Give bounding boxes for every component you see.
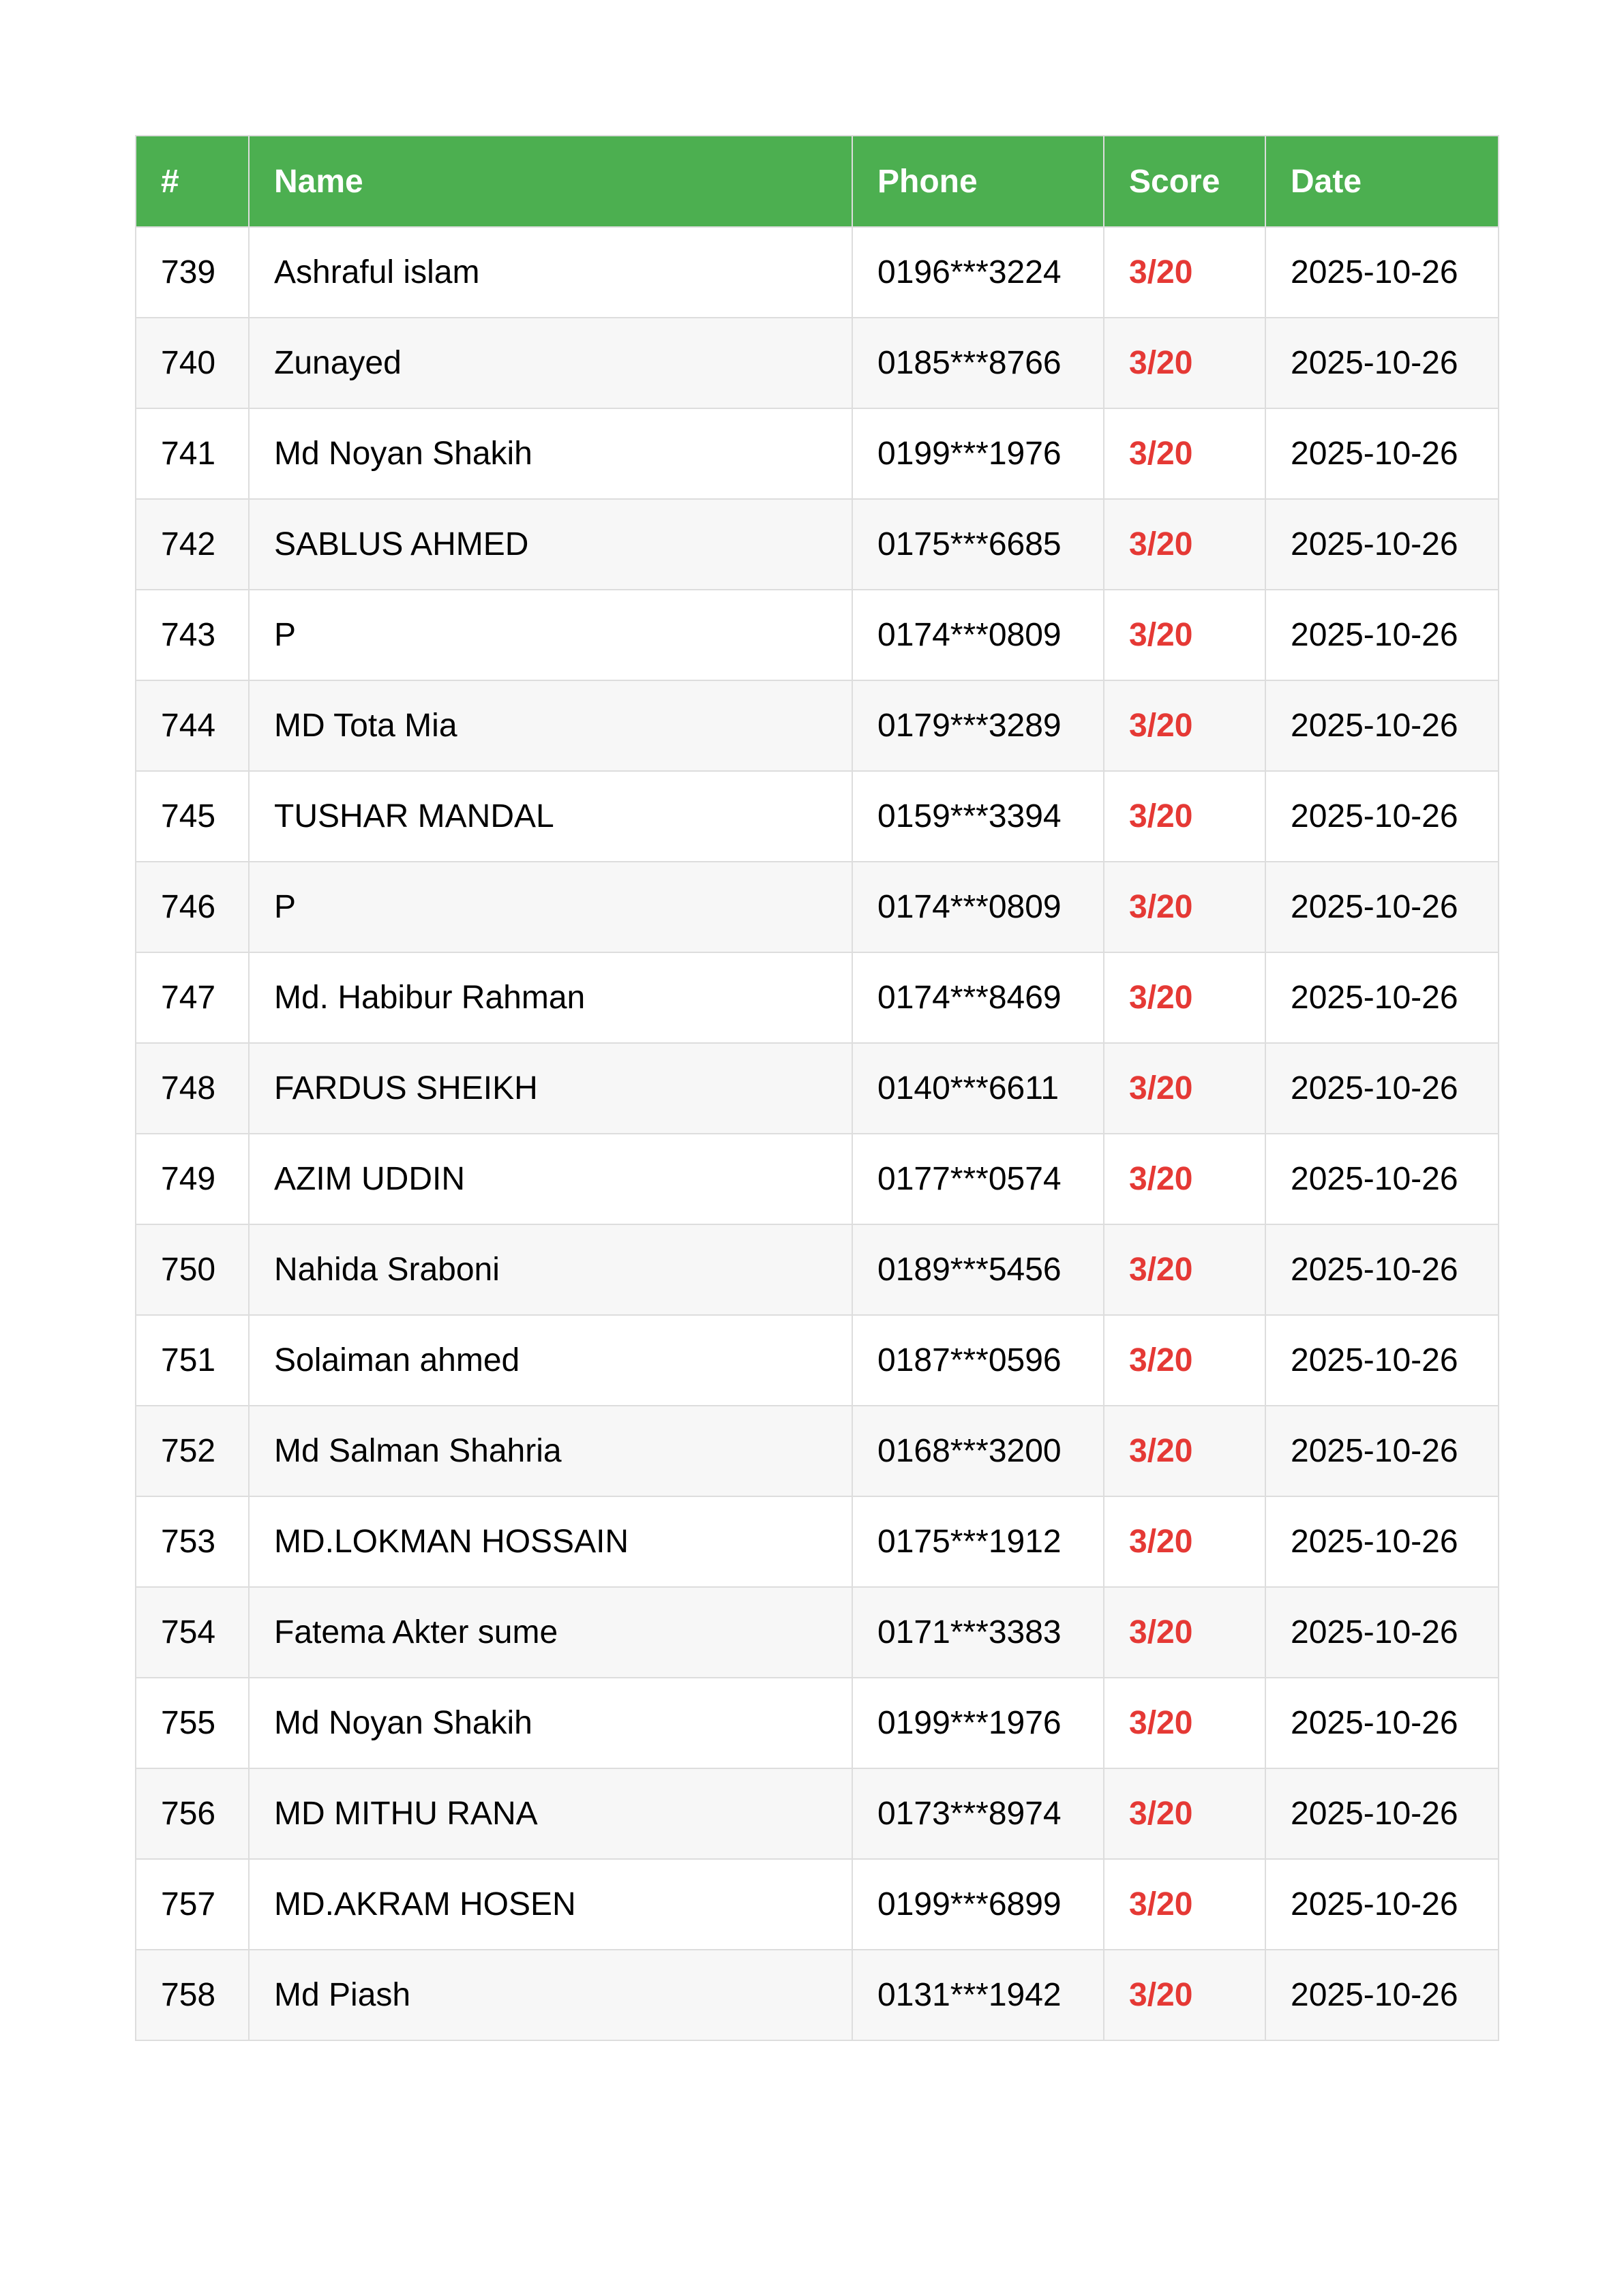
- table-row: [136, 1224, 1499, 1315]
- cell-num: 757: [136, 1859, 249, 1950]
- cell-num: 740: [136, 318, 249, 408]
- cell-name: AZIM UDDIN: [249, 1134, 852, 1224]
- cell-phone: 0140***6611: [852, 1043, 1104, 1134]
- table-row: [136, 499, 1499, 590]
- cell-date: 2025-10-26: [1265, 680, 1499, 771]
- header-score: Score: [1104, 136, 1265, 227]
- cell-name: Ashraful islam: [249, 227, 852, 318]
- cell-name: Zunayed: [249, 318, 852, 408]
- header-num: #: [136, 136, 249, 227]
- cell-date: 2025-10-26: [1265, 1768, 1499, 1859]
- cell-date: 2025-10-26: [1265, 952, 1499, 1043]
- cell-date: 2025-10-26: [1265, 1950, 1499, 2040]
- cell-phone: 0179***3289: [852, 680, 1104, 771]
- cell-score: 3/20: [1104, 408, 1265, 499]
- table-row: [136, 1678, 1499, 1768]
- cell-score: 3/20: [1104, 1224, 1265, 1315]
- cell-score: 3/20: [1104, 1768, 1265, 1859]
- table-row: [136, 680, 1499, 771]
- cell-score: 3/20: [1104, 1587, 1265, 1678]
- cell-score: 3/20: [1104, 227, 1265, 318]
- cell-phone: 0189***5456: [852, 1224, 1104, 1315]
- cell-date: 2025-10-26: [1265, 499, 1499, 590]
- cell-phone: 0185***8766: [852, 318, 1104, 408]
- table-row: [136, 590, 1499, 680]
- header-name: Name: [249, 136, 852, 227]
- cell-name: P: [249, 590, 852, 680]
- cell-name: FARDUS SHEIKH: [249, 1043, 852, 1134]
- cell-date: 2025-10-26: [1265, 1134, 1499, 1224]
- header-row: [136, 136, 1499, 227]
- cell-phone: 0196***3224: [852, 227, 1104, 318]
- cell-score: 3/20: [1104, 952, 1265, 1043]
- cell-num: 750: [136, 1224, 249, 1315]
- table-row: [136, 1859, 1499, 1950]
- table-row: [136, 952, 1499, 1043]
- cell-date: 2025-10-26: [1265, 1224, 1499, 1315]
- cell-phone: 0199***1976: [852, 1678, 1104, 1768]
- cell-num: 752: [136, 1406, 249, 1496]
- cell-score: 3/20: [1104, 1496, 1265, 1587]
- cell-name: MD.LOKMAN HOSSAIN: [249, 1496, 852, 1587]
- cell-date: 2025-10-26: [1265, 318, 1499, 408]
- cell-num: 739: [136, 227, 249, 318]
- cell-name: Md. Habibur Rahman: [249, 952, 852, 1043]
- cell-num: 743: [136, 590, 249, 680]
- cell-num: 741: [136, 408, 249, 499]
- table-row: [136, 408, 1499, 499]
- cell-num: 755: [136, 1678, 249, 1768]
- cell-date: 2025-10-26: [1265, 1406, 1499, 1496]
- cell-name: Fatema Akter sume: [249, 1587, 852, 1678]
- cell-score: 3/20: [1104, 1678, 1265, 1768]
- cell-name: P: [249, 862, 852, 952]
- cell-name: MD MITHU RANA: [249, 1768, 852, 1859]
- cell-phone: 0168***3200: [852, 1406, 1104, 1496]
- table-row: [136, 1768, 1499, 1859]
- cell-date: 2025-10-26: [1265, 862, 1499, 952]
- cell-phone: 0159***3394: [852, 771, 1104, 862]
- cell-num: 749: [136, 1134, 249, 1224]
- cell-score: 3/20: [1104, 1950, 1265, 2040]
- cell-score: 3/20: [1104, 771, 1265, 862]
- cell-num: 742: [136, 499, 249, 590]
- cell-phone: 0175***6685: [852, 499, 1104, 590]
- cell-num: 751: [136, 1315, 249, 1406]
- cell-name: MD.AKRAM HOSEN: [249, 1859, 852, 1950]
- cell-phone: 0199***1976: [852, 408, 1104, 499]
- cell-date: 2025-10-26: [1265, 1315, 1499, 1406]
- table-row: [136, 227, 1499, 318]
- cell-num: 748: [136, 1043, 249, 1134]
- cell-name: MD Tota Mia: [249, 680, 852, 771]
- table-row: [136, 1950, 1499, 2040]
- cell-num: 747: [136, 952, 249, 1043]
- cell-name: Md Salman Shahria: [249, 1406, 852, 1496]
- table-row: [136, 1406, 1499, 1496]
- table-header: [136, 136, 1499, 227]
- cell-phone: 0175***1912: [852, 1496, 1104, 1587]
- cell-num: 746: [136, 862, 249, 952]
- cell-phone: 0199***6899: [852, 1859, 1104, 1950]
- cell-name: Md Noyan Shakih: [249, 1678, 852, 1768]
- cell-num: 744: [136, 680, 249, 771]
- table-row: [136, 1043, 1499, 1134]
- cell-phone: 0173***8974: [852, 1768, 1104, 1859]
- cell-num: 745: [136, 771, 249, 862]
- cell-score: 3/20: [1104, 318, 1265, 408]
- cell-score: 3/20: [1104, 590, 1265, 680]
- cell-date: 2025-10-26: [1265, 227, 1499, 318]
- table-row: [136, 1315, 1499, 1406]
- table-body: [136, 227, 1499, 2040]
- cell-score: 3/20: [1104, 1406, 1265, 1496]
- cell-score: 3/20: [1104, 1315, 1265, 1406]
- cell-name: Nahida Sraboni: [249, 1224, 852, 1315]
- cell-num: 756: [136, 1768, 249, 1859]
- cell-num: 753: [136, 1496, 249, 1587]
- cell-date: 2025-10-26: [1265, 1859, 1499, 1950]
- cell-phone: 0131***1942: [852, 1950, 1104, 2040]
- cell-score: 3/20: [1104, 680, 1265, 771]
- table-row: [136, 318, 1499, 408]
- cell-date: 2025-10-26: [1265, 1043, 1499, 1134]
- cell-phone: 0187***0596: [852, 1315, 1104, 1406]
- cell-phone: 0174***8469: [852, 952, 1104, 1043]
- cell-score: 3/20: [1104, 1859, 1265, 1950]
- cell-name: Md Noyan Shakih: [249, 408, 852, 499]
- cell-date: 2025-10-26: [1265, 590, 1499, 680]
- cell-name: TUSHAR MANDAL: [249, 771, 852, 862]
- cell-date: 2025-10-26: [1265, 1496, 1499, 1587]
- cell-score: 3/20: [1104, 862, 1265, 952]
- cell-phone: 0171***3383: [852, 1587, 1104, 1678]
- cell-score: 3/20: [1104, 1043, 1265, 1134]
- header-phone: Phone: [852, 136, 1104, 227]
- cell-date: 2025-10-26: [1265, 408, 1499, 499]
- table-row: [136, 1134, 1499, 1224]
- cell-score: 3/20: [1104, 499, 1265, 590]
- cell-num: 758: [136, 1950, 249, 2040]
- header-date: Date: [1265, 136, 1499, 227]
- cell-name: SABLUS AHMED: [249, 499, 852, 590]
- cell-date: 2025-10-26: [1265, 1587, 1499, 1678]
- cell-phone: 0177***0574: [852, 1134, 1104, 1224]
- cell-num: 754: [136, 1587, 249, 1678]
- cell-name: Solaiman ahmed: [249, 1315, 852, 1406]
- cell-name: Md Piash: [249, 1950, 852, 2040]
- cell-score: 3/20: [1104, 1134, 1265, 1224]
- table-row: [136, 862, 1499, 952]
- table-row: [136, 1496, 1499, 1587]
- cell-date: 2025-10-26: [1265, 771, 1499, 862]
- table-row: [136, 771, 1499, 862]
- results-table: [135, 135, 1499, 2041]
- cell-phone: 0174***0809: [852, 590, 1104, 680]
- cell-date: 2025-10-26: [1265, 1678, 1499, 1768]
- table-row: [136, 1587, 1499, 1678]
- cell-phone: 0174***0809: [852, 862, 1104, 952]
